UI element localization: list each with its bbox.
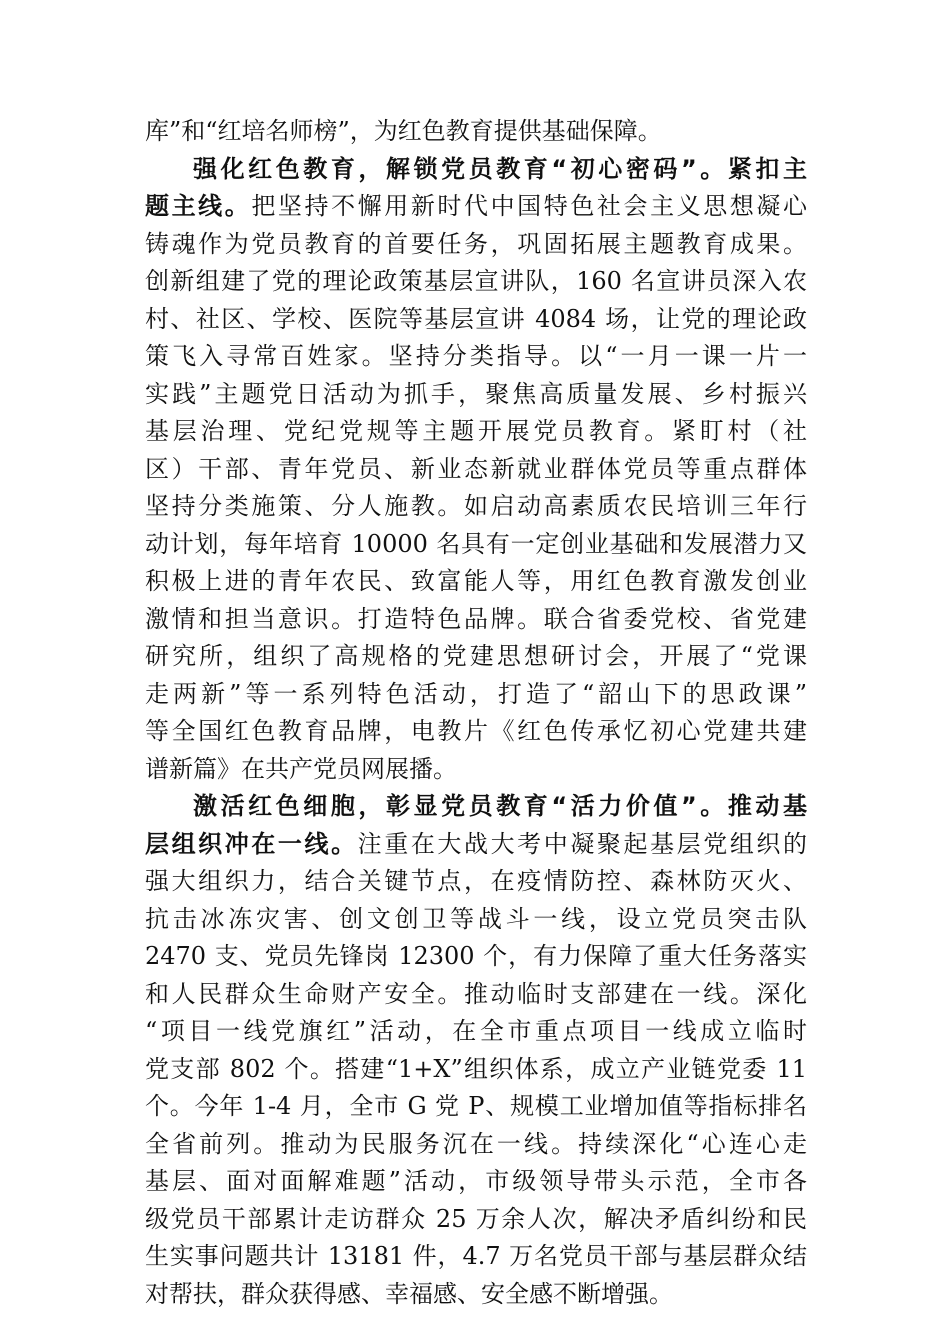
text-line — [145, 751, 807, 789]
body-text: 坚持分类施策、分人施教。如启动高素质农民培训三年行 — [145, 492, 807, 520]
body-text: 走两新”等一系列特色活动，打造了“韶山下的思政课” — [145, 679, 807, 708]
text-line — [145, 1088, 807, 1126]
paragraph — [145, 151, 807, 789]
body-text: 基层治理、党纪党规等主题开展党员教育。紧盯村（社 — [145, 417, 807, 445]
body-text: 强大组织力，结合关键节点，在疫情防控、森林防灭火、 — [145, 867, 807, 895]
body-text: 策飞入寻常百姓家。坚持分类指导。以“一月一课一片一 — [145, 342, 807, 370]
text-line — [145, 113, 807, 151]
body-text: 基层、面对面解难题”活动，市级领导带头示范，全市各 — [145, 1167, 807, 1195]
body-text: 积极上进的青年农民、致富能人等，用红色教育激发创业 — [145, 567, 807, 595]
body-text: 创新组建了党的理论政策基层宣讲队，160 名宣讲员深入农 — [145, 267, 807, 295]
text-line — [145, 1201, 807, 1239]
body-text: 村、社区、学校、医院等基层宣讲 4084 场，让党的理论政 — [145, 304, 807, 333]
body-text: 动计划，每年培育 10000 名具有一定创业基础和发展潜力又 — [145, 529, 807, 558]
paragraph — [145, 113, 807, 151]
paragraph — [145, 788, 807, 1313]
body-text: 个。今年 1-4 月，全市 G 党 P、规模工业增加值等指标排名 — [145, 1092, 807, 1120]
bold-heading-text: 层组织冲在一线。 — [145, 829, 358, 858]
body-text: 和人民群众生命财产安全。推动临时支部建在一线。深化 — [145, 979, 807, 1008]
body-text: 谱新篇》在共产党员网展播。 — [145, 754, 457, 783]
text-line — [145, 226, 807, 264]
body-text: 注重在大战大考中凝聚起基层党组织的 — [357, 829, 807, 858]
text-line — [145, 1276, 807, 1314]
bold-heading-text: 激活红色细胞，彰显党员教育“活力价值”。推动基 — [193, 792, 807, 820]
text-line — [145, 901, 807, 939]
text-line — [145, 976, 807, 1014]
text-line — [145, 826, 807, 864]
bold-heading-text: 强化红色教育，解锁党员教育“初心密码”。紧扣主 — [193, 154, 807, 183]
body-text: 全省前列。推动为民服务沉在一线。持续深化“心连心走 — [145, 1129, 807, 1158]
body-text: 库”和“红培名师榜”，为红色教育提供基础保障。 — [145, 117, 662, 145]
text-line — [145, 301, 807, 339]
body-text: 实践”主题党日活动为抓手，聚焦高质量发展、乡村振兴 — [145, 379, 807, 408]
body-text: 等全国红色教育品牌，电教片《红色传承忆初心党建共建 — [145, 717, 807, 745]
text-line — [145, 676, 807, 714]
text-line — [145, 488, 807, 526]
text-line — [145, 151, 807, 189]
body-text: “项目一线党旗红”活动，在全市重点项目一线成立临时 — [145, 1017, 807, 1045]
body-text: 把坚持不懈用新时代中国特色社会主义思想凝心 — [251, 192, 807, 220]
body-text: 生实事问题共计 13181 件，4.7 万名党员干部与基层群众结 — [145, 1242, 807, 1270]
body-text: 激情和担当意识。打造特色品牌。联合省委党校、省党建 — [145, 604, 807, 633]
text-line — [145, 563, 807, 601]
body-text: 抗击冰冻灾害、创文创卫等战斗一线，设立党员突击队 — [145, 904, 807, 933]
body-text: 对帮扶，群众获得感、幸福感、安全感不断增强。 — [145, 1279, 673, 1308]
text-line — [145, 376, 807, 414]
text-line — [145, 713, 807, 751]
text-line — [145, 526, 807, 564]
text-line — [145, 1013, 807, 1051]
text-line — [145, 1238, 807, 1276]
body-text: 铸魂作为党员教育的首要任务，巩固拓展主题教育成果。 — [145, 229, 807, 258]
document-page — [145, 113, 807, 1313]
text-line — [145, 451, 807, 489]
text-line — [145, 1051, 807, 1089]
text-line — [145, 1163, 807, 1201]
text-line — [145, 188, 807, 226]
body-text: 党支部 802 个。搭建“1+X”组织体系，成立产业链党委 11 — [145, 1054, 807, 1083]
text-line — [145, 601, 807, 639]
body-text: 研究所，组织了高规格的党建思想研讨会，开展了“党课 — [145, 642, 807, 670]
text-line — [145, 1126, 807, 1164]
body-text: 级党员干部累计走访群众 25 万余人次，解决矛盾纠纷和民 — [145, 1204, 807, 1233]
text-line — [145, 863, 807, 901]
text-line — [145, 338, 807, 376]
body-text: 2470 支、党员先锋岗 12300 个，有力保障了重大任务落实 — [145, 942, 807, 970]
text-line — [145, 638, 807, 676]
bold-heading-text: 题主线。 — [145, 192, 252, 220]
text-line — [145, 263, 807, 301]
text-line — [145, 788, 807, 826]
body-text: 区）干部、青年党员、新业态新就业群体党员等重点群体 — [145, 454, 807, 483]
text-line — [145, 938, 807, 976]
text-line — [145, 413, 807, 451]
